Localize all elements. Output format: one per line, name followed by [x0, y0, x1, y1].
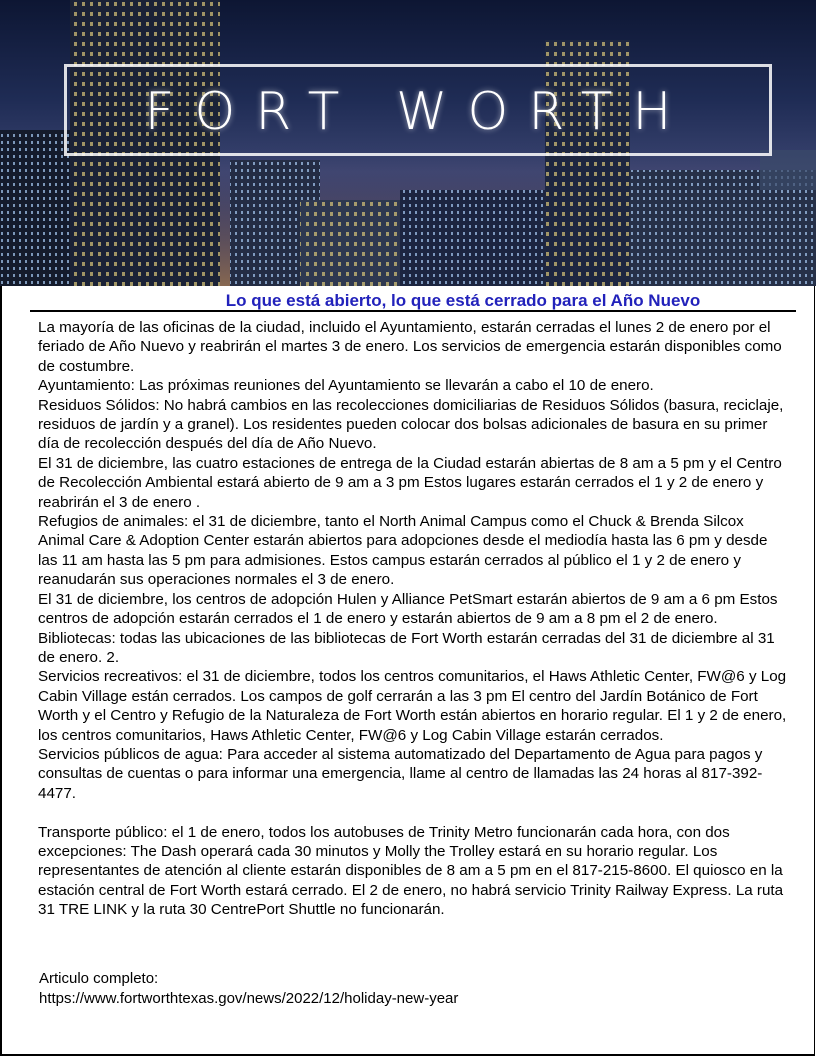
article-body [38, 318, 790, 920]
article-url[interactable]: https://www.fortworthtexas.gov/news/2022/12/holiday-new-year [39, 989, 459, 1007]
spacer [38, 803, 790, 822]
article-label: Articulo completo: [39, 970, 159, 987]
banner-title: FORT WORTH [144, 82, 692, 142]
paragraph-recreativos: Servicios recreativos: el 31 de diciembre, todos los centros comunitarios, el Haws Athletic Center, FW@6 y Log Cabin Village están cerrados. Los campos de golf cerrarán a las 3 pm El centro del Jardín Botánico de Fort Worth y el Centro y Refugio de la Naturaleza de Fort Worth están abiertos en horario regular. El 1 y 2 de enero, los centros comunitarios, Haws Athletic Center, FW@6 y Log Cabin Village estarán cerrados. [38, 668, 787, 744]
paragraph-intro: La mayoría de las oficinas de la ciudad, incluido el Ayuntamiento, estarán cerradas el lunes 2 de enero por el feriado de Año Nuevo y reabrirán el martes 3 de enero. Los servicios de emergencia estarán disponibles como de costumbre. [38, 319, 782, 375]
page-headline: Lo que está abierto, lo que está cerrado para el Año Nuevo [30, 290, 796, 312]
paragraph-petsmart: El 31 de diciembre, los centros de adopción Hulen y Alliance PetSmart estarán abiertos de 9 am a 6 pm Estos centros de adopción estarán cerrados el 1 de enero y estarán abiertos de 9 am a 8 pm el 2 de enero. [38, 590, 778, 628]
paragraph-transporte: Transporte público: el 1 de enero, todos los autobuses de Trinity Metro funcionarán cada hora, con dos excepciones: The Dash operará cada 30 minutos y Molly the Trolley estará en su horario regular. Los representantes de atención al cliente estarán disponibles de 8 am a 5 pm en el 817-215-8600. El quiosco en la estación central de Fort Worth estará cerrado. El 2 de enero, no habrá servicio Trinity Railway Express. La ruta 31 TRE LINK y la ruta 30 CentrePort Shuttle no funcionarán. [38, 823, 784, 919]
article-link-block [39, 969, 779, 1008]
paragraph-ayuntamiento: Ayuntamiento: Las próximas reuniones del Ayuntamiento se llevarán a cabo el 10 de enero. [38, 377, 654, 395]
paragraph-residuos: Residuos Sólidos: No habrá cambios en las recolecciones domiciliarias de Residuos Sólidos (basura, reciclaje, residuos de jardín y a granel). Los residentes pueden colocar dos bolsas adicionales de basura en su primer día de recolección después del día de Año Nuevo. [38, 396, 784, 453]
header-banner [0, 0, 816, 286]
paragraph-bibliotecas: Bibliotecas: todas las ubicaciones de las bibliotecas de Fort Worth estarán cerradas del 31 de diciembre al 31 de enero. 2. [38, 629, 775, 666]
paragraph-estaciones: El 31 de diciembre, las cuatro estaciones de entrega de la Ciudad estarán abiertas de 8 am a 5 pm y el Centro de Recolección Ambiental estará abierto de 9 am a 3 pm Estos lugares estarán cerrados el 1 y 2 de enero y reabrirán el 3 de enero . [38, 454, 782, 511]
paragraph-agua: Servicios públicos de agua: Para acceder al sistema automatizado del Departamento de Agua para pagos y consultas de cuentas o para informar una emergencia, llame al centro de llamadas las 24 horas al 817-392-4477. [38, 745, 763, 802]
paragraph-refugios: Refugios de animales: el 31 de diciembre, tanto el North Animal Campus como el Chuck & Brenda Silcox Animal Care & Adoption Center estarán abiertos para adopciones desde el mediodía hasta las 6 pm y desde las 11 am hasta las 5 pm para admisiones. Estos campus estarán cerrados al público el 1 y 2 de enero y reanudarán sus operaciones normales el 3 de enero. [38, 513, 768, 589]
